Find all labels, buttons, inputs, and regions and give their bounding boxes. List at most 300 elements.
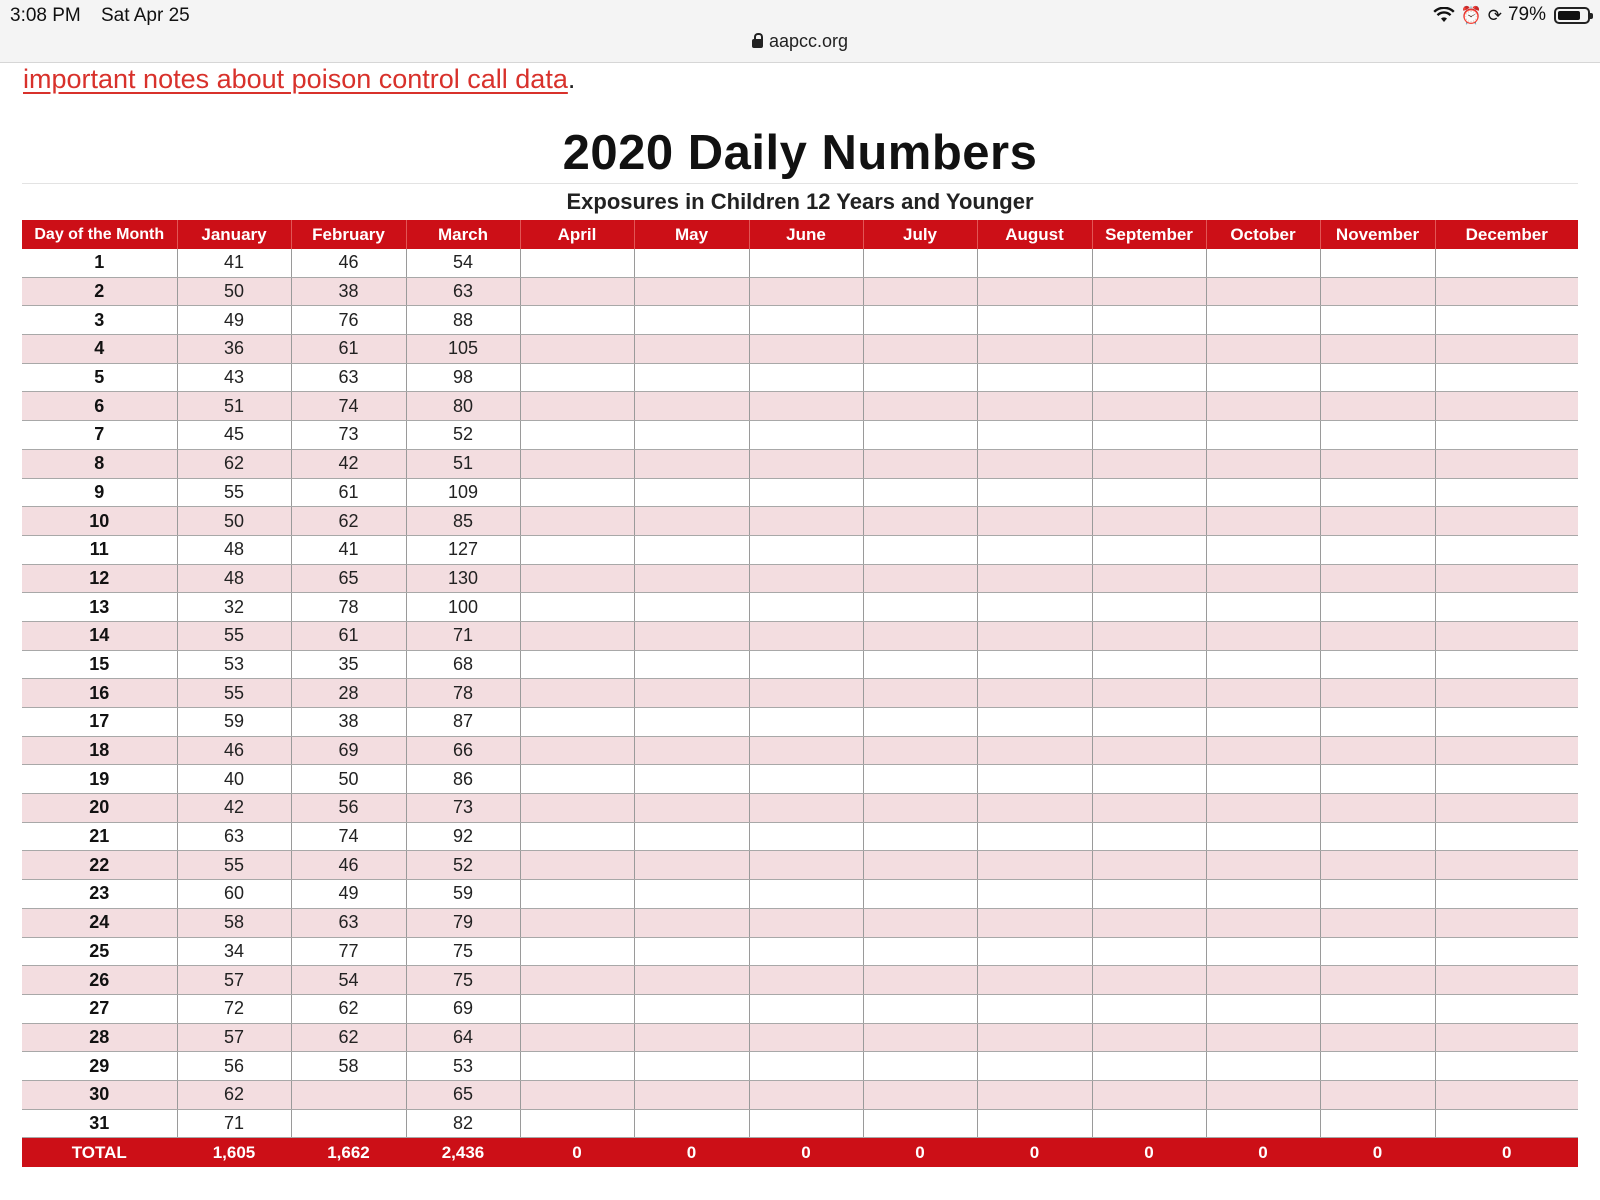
- value-cell: [1435, 392, 1578, 421]
- value-cell: 51: [406, 449, 520, 478]
- value-cell: [863, 937, 977, 966]
- value-cell: [1092, 1109, 1206, 1138]
- table-header: [22, 220, 1578, 249]
- table-row: [22, 880, 1578, 909]
- day-cell: 25: [22, 937, 177, 966]
- total-row: [22, 1138, 1578, 1168]
- value-cell: 63: [291, 363, 406, 392]
- value-cell: [977, 621, 1092, 650]
- value-cell: [634, 966, 749, 995]
- value-cell: [1092, 880, 1206, 909]
- value-cell: [1206, 708, 1320, 737]
- day-cell: 31: [22, 1109, 177, 1138]
- value-cell: [863, 994, 977, 1023]
- value-cell: [1320, 736, 1435, 765]
- total-cell: 1,605: [177, 1138, 291, 1168]
- padlock-icon: [752, 39, 763, 48]
- value-cell: 51: [177, 392, 291, 421]
- value-cell: [1435, 880, 1578, 909]
- value-cell: 62: [291, 507, 406, 536]
- value-cell: [291, 1080, 406, 1109]
- value-cell: [1206, 478, 1320, 507]
- value-cell: [977, 908, 1092, 937]
- value-cell: 78: [291, 593, 406, 622]
- table-row: [22, 994, 1578, 1023]
- battery-percent: 79%: [1507, 4, 1546, 25]
- value-cell: [634, 679, 749, 708]
- value-cell: [1206, 421, 1320, 450]
- day-cell: 10: [22, 507, 177, 536]
- value-cell: [1435, 363, 1578, 392]
- value-cell: [1206, 794, 1320, 823]
- value-cell: [634, 851, 749, 880]
- value-cell: 42: [177, 794, 291, 823]
- value-cell: [634, 277, 749, 306]
- value-cell: [1435, 765, 1578, 794]
- value-cell: [1206, 564, 1320, 593]
- value-cell: 46: [291, 851, 406, 880]
- value-cell: [1206, 650, 1320, 679]
- daily-numbers-table: [22, 220, 1578, 1167]
- value-cell: [1206, 507, 1320, 536]
- value-cell: [1092, 478, 1206, 507]
- value-cell: [1092, 822, 1206, 851]
- value-cell: [1092, 966, 1206, 995]
- day-cell: 1: [22, 249, 177, 277]
- value-cell: [749, 593, 863, 622]
- value-cell: [1092, 650, 1206, 679]
- table-row: [22, 708, 1578, 737]
- day-cell: 26: [22, 966, 177, 995]
- value-cell: 64: [406, 1023, 520, 1052]
- value-cell: 38: [291, 277, 406, 306]
- value-cell: [1206, 880, 1320, 909]
- value-cell: 85: [406, 507, 520, 536]
- table-row: [22, 650, 1578, 679]
- table-row: [22, 507, 1578, 536]
- value-cell: [749, 794, 863, 823]
- value-cell: 40: [177, 765, 291, 794]
- value-cell: [863, 392, 977, 421]
- value-cell: 43: [177, 363, 291, 392]
- value-cell: [749, 621, 863, 650]
- value-cell: [749, 277, 863, 306]
- value-cell: 69: [406, 994, 520, 1023]
- value-cell: [1206, 363, 1320, 392]
- value-cell: [1092, 851, 1206, 880]
- day-cell: 12: [22, 564, 177, 593]
- value-cell: [1206, 621, 1320, 650]
- value-cell: [1206, 535, 1320, 564]
- address-bar[interactable]: [0, 31, 1600, 52]
- value-cell: [1435, 507, 1578, 536]
- column-header: January: [177, 220, 291, 249]
- value-cell: 82: [406, 1109, 520, 1138]
- value-cell: 58: [291, 1052, 406, 1081]
- value-cell: [749, 1109, 863, 1138]
- value-cell: [1435, 937, 1578, 966]
- value-cell: [520, 1052, 634, 1081]
- value-cell: [977, 335, 1092, 364]
- table-row: [22, 535, 1578, 564]
- value-cell: [1092, 306, 1206, 335]
- value-cell: [1435, 994, 1578, 1023]
- value-cell: [749, 908, 863, 937]
- table-row: [22, 478, 1578, 507]
- value-cell: [634, 249, 749, 277]
- value-cell: [520, 1023, 634, 1052]
- value-cell: [977, 507, 1092, 536]
- value-cell: 28: [291, 679, 406, 708]
- value-cell: 65: [406, 1080, 520, 1109]
- value-cell: [1206, 392, 1320, 421]
- value-cell: [1435, 794, 1578, 823]
- value-cell: 130: [406, 564, 520, 593]
- table-row: [22, 736, 1578, 765]
- value-cell: 54: [406, 249, 520, 277]
- value-cell: [1435, 708, 1578, 737]
- value-cell: [634, 1023, 749, 1052]
- value-cell: [1206, 1052, 1320, 1081]
- value-cell: [977, 593, 1092, 622]
- value-cell: [1206, 249, 1320, 277]
- day-cell: 28: [22, 1023, 177, 1052]
- value-cell: [1435, 621, 1578, 650]
- value-cell: [1435, 736, 1578, 765]
- table-row: [22, 1023, 1578, 1052]
- value-cell: [749, 478, 863, 507]
- value-cell: [977, 449, 1092, 478]
- value-cell: 49: [291, 880, 406, 909]
- value-cell: [1320, 1052, 1435, 1081]
- value-cell: 87: [406, 708, 520, 737]
- table-row: [22, 621, 1578, 650]
- total-cell: 0: [863, 1138, 977, 1168]
- value-cell: [749, 736, 863, 765]
- value-cell: [520, 478, 634, 507]
- value-cell: 41: [177, 249, 291, 277]
- value-cell: [634, 449, 749, 478]
- value-cell: [977, 1023, 1092, 1052]
- value-cell: 75: [406, 966, 520, 995]
- value-cell: 62: [177, 449, 291, 478]
- value-cell: 34: [177, 937, 291, 966]
- day-cell: 21: [22, 822, 177, 851]
- value-cell: [977, 650, 1092, 679]
- value-cell: [1320, 994, 1435, 1023]
- value-cell: [1320, 363, 1435, 392]
- value-cell: 45: [177, 421, 291, 450]
- value-cell: 54: [291, 966, 406, 995]
- value-cell: [1435, 908, 1578, 937]
- value-cell: 127: [406, 535, 520, 564]
- total-cell: 1,662: [291, 1138, 406, 1168]
- value-cell: [1206, 966, 1320, 995]
- day-cell: 15: [22, 650, 177, 679]
- value-cell: [520, 449, 634, 478]
- notes-link[interactable]: important notes about poison control call data: [23, 64, 568, 94]
- value-cell: [863, 363, 977, 392]
- value-cell: [749, 1080, 863, 1109]
- table-row: [22, 794, 1578, 823]
- value-cell: [634, 937, 749, 966]
- value-cell: [1435, 535, 1578, 564]
- value-cell: [520, 794, 634, 823]
- value-cell: [1092, 421, 1206, 450]
- value-cell: [863, 277, 977, 306]
- value-cell: [1435, 449, 1578, 478]
- value-cell: 76: [291, 306, 406, 335]
- value-cell: 57: [177, 1023, 291, 1052]
- value-cell: [1320, 937, 1435, 966]
- value-cell: [1435, 650, 1578, 679]
- value-cell: [634, 736, 749, 765]
- value-cell: [634, 507, 749, 536]
- value-cell: [1320, 908, 1435, 937]
- value-cell: [749, 880, 863, 909]
- value-cell: [749, 335, 863, 364]
- value-cell: [749, 679, 863, 708]
- table-row: [22, 249, 1578, 277]
- value-cell: [1206, 937, 1320, 966]
- value-cell: 61: [291, 478, 406, 507]
- value-cell: 53: [177, 650, 291, 679]
- table-footer: [22, 1138, 1578, 1168]
- value-cell: 55: [177, 478, 291, 507]
- value-cell: [634, 1052, 749, 1081]
- total-cell: 0: [749, 1138, 863, 1168]
- value-cell: 52: [406, 851, 520, 880]
- table-row: [22, 765, 1578, 794]
- day-cell: 19: [22, 765, 177, 794]
- value-cell: [863, 306, 977, 335]
- value-cell: [1320, 1080, 1435, 1109]
- value-cell: [1320, 421, 1435, 450]
- table-row: [22, 1080, 1578, 1109]
- day-cell: 16: [22, 679, 177, 708]
- value-cell: [634, 564, 749, 593]
- column-header: October: [1206, 220, 1320, 249]
- value-cell: [1320, 249, 1435, 277]
- value-cell: [749, 507, 863, 536]
- value-cell: 41: [291, 535, 406, 564]
- day-cell: 7: [22, 421, 177, 450]
- value-cell: [634, 421, 749, 450]
- total-cell: 0: [1092, 1138, 1206, 1168]
- total-label: TOTAL: [22, 1138, 177, 1168]
- value-cell: [520, 708, 634, 737]
- total-cell: 0: [1206, 1138, 1320, 1168]
- value-cell: [863, 851, 977, 880]
- value-cell: [520, 306, 634, 335]
- value-cell: [520, 650, 634, 679]
- value-cell: 46: [291, 249, 406, 277]
- value-cell: [520, 937, 634, 966]
- value-cell: [1320, 822, 1435, 851]
- value-cell: [1206, 449, 1320, 478]
- value-cell: 46: [177, 736, 291, 765]
- day-cell: 29: [22, 1052, 177, 1081]
- title-divider: [22, 183, 1578, 184]
- value-cell: [520, 908, 634, 937]
- value-cell: 42: [291, 449, 406, 478]
- value-cell: 88: [406, 306, 520, 335]
- value-cell: [1320, 535, 1435, 564]
- value-cell: [749, 765, 863, 794]
- day-cell: 30: [22, 1080, 177, 1109]
- day-cell: 9: [22, 478, 177, 507]
- table-row: [22, 966, 1578, 995]
- value-cell: [291, 1109, 406, 1138]
- value-cell: [634, 708, 749, 737]
- value-cell: [1435, 249, 1578, 277]
- value-cell: [520, 593, 634, 622]
- header-row: [22, 220, 1578, 249]
- day-cell: 2: [22, 277, 177, 306]
- column-header: June: [749, 220, 863, 249]
- notes-period: .: [567, 64, 576, 94]
- value-cell: [1320, 708, 1435, 737]
- value-cell: [1320, 1023, 1435, 1052]
- value-cell: [1092, 363, 1206, 392]
- value-cell: [1435, 679, 1578, 708]
- value-cell: [977, 1052, 1092, 1081]
- value-cell: [977, 966, 1092, 995]
- table-row: [22, 277, 1578, 306]
- value-cell: 71: [406, 621, 520, 650]
- value-cell: [1320, 449, 1435, 478]
- value-cell: 53: [406, 1052, 520, 1081]
- value-cell: [1435, 1109, 1578, 1138]
- value-cell: [863, 593, 977, 622]
- day-cell: 14: [22, 621, 177, 650]
- value-cell: [749, 1023, 863, 1052]
- value-cell: [1320, 277, 1435, 306]
- value-cell: 55: [177, 851, 291, 880]
- value-cell: [1206, 1023, 1320, 1052]
- value-cell: [634, 794, 749, 823]
- value-cell: [634, 822, 749, 851]
- value-cell: [1435, 277, 1578, 306]
- value-cell: [1435, 851, 1578, 880]
- value-cell: [1435, 1023, 1578, 1052]
- value-cell: [520, 277, 634, 306]
- value-cell: [749, 306, 863, 335]
- value-cell: [634, 593, 749, 622]
- total-cell: 2,436: [406, 1138, 520, 1168]
- value-cell: [863, 1023, 977, 1052]
- table-row: [22, 937, 1578, 966]
- table-row: [22, 593, 1578, 622]
- day-cell: 20: [22, 794, 177, 823]
- value-cell: [1435, 306, 1578, 335]
- table-row: [22, 306, 1578, 335]
- value-cell: [1435, 478, 1578, 507]
- value-cell: [520, 392, 634, 421]
- status-time: 3:08 PM: [10, 5, 81, 26]
- value-cell: [1320, 564, 1435, 593]
- value-cell: 109: [406, 478, 520, 507]
- value-cell: [1092, 535, 1206, 564]
- value-cell: [1092, 937, 1206, 966]
- column-header: December: [1435, 220, 1578, 249]
- value-cell: [1206, 277, 1320, 306]
- value-cell: 50: [291, 765, 406, 794]
- value-cell: 36: [177, 335, 291, 364]
- value-cell: [634, 765, 749, 794]
- value-cell: [1435, 1080, 1578, 1109]
- value-cell: [1320, 392, 1435, 421]
- value-cell: [863, 765, 977, 794]
- value-cell: [977, 478, 1092, 507]
- value-cell: [520, 1080, 634, 1109]
- value-cell: [634, 650, 749, 679]
- value-cell: [749, 535, 863, 564]
- value-cell: [634, 478, 749, 507]
- value-cell: [1320, 507, 1435, 536]
- value-cell: [977, 1109, 1092, 1138]
- value-cell: 52: [406, 421, 520, 450]
- value-cell: 63: [291, 908, 406, 937]
- value-cell: [863, 1052, 977, 1081]
- value-cell: [520, 679, 634, 708]
- value-cell: [1320, 478, 1435, 507]
- value-cell: [977, 822, 1092, 851]
- value-cell: 59: [177, 708, 291, 737]
- wifi-icon: [1433, 7, 1455, 23]
- table-row: [22, 908, 1578, 937]
- value-cell: [977, 392, 1092, 421]
- value-cell: [977, 937, 1092, 966]
- status-bar: [0, 0, 1600, 63]
- column-header: May: [634, 220, 749, 249]
- value-cell: 62: [291, 994, 406, 1023]
- table-row: [22, 392, 1578, 421]
- value-cell: [520, 564, 634, 593]
- table-row: [22, 363, 1578, 392]
- value-cell: [1206, 994, 1320, 1023]
- value-cell: [520, 421, 634, 450]
- value-cell: [863, 421, 977, 450]
- value-cell: [863, 880, 977, 909]
- value-cell: [1206, 736, 1320, 765]
- value-cell: 38: [291, 708, 406, 737]
- value-cell: [977, 564, 1092, 593]
- value-cell: [863, 507, 977, 536]
- day-cell: 18: [22, 736, 177, 765]
- column-header: April: [520, 220, 634, 249]
- value-cell: [1092, 277, 1206, 306]
- value-cell: [1320, 679, 1435, 708]
- column-header: September: [1092, 220, 1206, 249]
- value-cell: [520, 822, 634, 851]
- value-cell: 50: [177, 507, 291, 536]
- value-cell: [977, 994, 1092, 1023]
- value-cell: [863, 449, 977, 478]
- value-cell: 74: [291, 392, 406, 421]
- value-cell: [1092, 507, 1206, 536]
- day-cell: 3: [22, 306, 177, 335]
- value-cell: [749, 449, 863, 478]
- value-cell: [863, 1109, 977, 1138]
- table-row: [22, 1052, 1578, 1081]
- value-cell: [1435, 1052, 1578, 1081]
- value-cell: 62: [291, 1023, 406, 1052]
- table-row: [22, 421, 1578, 450]
- day-cell: 22: [22, 851, 177, 880]
- value-cell: 56: [291, 794, 406, 823]
- value-cell: [1092, 1052, 1206, 1081]
